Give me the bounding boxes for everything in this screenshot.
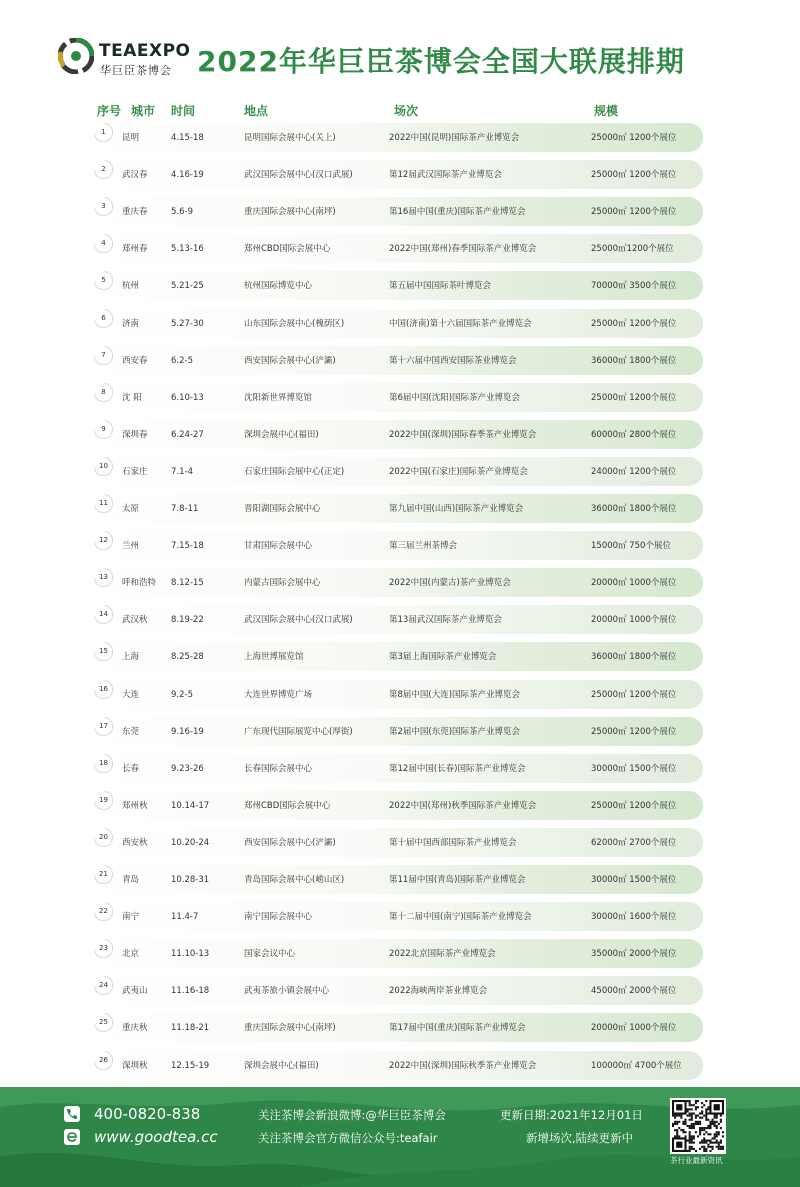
row-venue: 西安国际会展中心(浐灞): [244, 355, 336, 366]
row-scale: 25000㎡ 1200个展位: [591, 170, 677, 181]
row-scale: 24000㎡ 1200个展位: [591, 466, 677, 477]
row-city: 呼和浩特: [122, 578, 157, 589]
row-number: 21: [94, 865, 113, 884]
table-row: [94, 1051, 703, 1080]
table-row: [94, 531, 703, 560]
row-number: 2: [94, 160, 113, 179]
row-city: 重庆春: [122, 207, 148, 218]
row-scale: 20000㎡ 1000个展位: [591, 1023, 677, 1034]
row-time: 5.6-9: [171, 207, 193, 218]
row-fair: 第3届上海国际茶产业博览会: [389, 652, 497, 663]
row-fair: 第13届武汉国际茶产业博览会: [389, 615, 502, 626]
row-time: 12.15-19: [171, 1060, 210, 1071]
column-header-scale: 规模: [594, 104, 619, 118]
row-scale: 35000㎡ 2000个展位: [591, 949, 677, 960]
row-time: 10.28-31: [171, 875, 210, 885]
brand-name-cn: 华巨臣茶博会: [100, 64, 172, 77]
row-number: 18: [94, 754, 113, 773]
row-number: 23: [94, 939, 113, 958]
table-row: [94, 605, 703, 634]
row-fair: 2022中国(郑州)秋季国际茶产业博览会: [389, 800, 537, 811]
row-city: 北京: [122, 949, 140, 960]
row-number: 17: [94, 717, 113, 736]
row-fair: 2022中国(石家庄)国际茶产业博览会: [389, 466, 528, 477]
table-row: [94, 754, 703, 783]
row-number: 25: [94, 1013, 113, 1032]
column-header-fair: 场次: [394, 104, 419, 118]
row-city: 武汉秋: [122, 615, 148, 626]
row-time: 9.23-26: [171, 763, 204, 774]
row-city: 沈 阳: [122, 392, 142, 403]
row-venue: 郑州CBD国际会展中心: [244, 244, 331, 255]
row-scale: 25000㎡ 1200个展位: [591, 133, 677, 143]
table-row: [94, 271, 703, 300]
row-time: 4.16-19: [171, 170, 204, 181]
row-number: 22: [94, 902, 113, 921]
row-venue: 杭州国际博览中心: [244, 281, 313, 292]
table-row: [94, 383, 703, 412]
table-row: [94, 642, 703, 671]
row-number: 13: [94, 568, 113, 587]
row-time: 11.10-13: [171, 949, 210, 960]
row-time: 8.25-28: [171, 652, 204, 663]
qr-code-icon: [672, 1100, 724, 1152]
footer-website[interactable]: www.goodtea.cc: [94, 1128, 218, 1146]
table-row: [94, 939, 703, 968]
row-venue: 武汉国际会展中心(汉口武展): [244, 170, 353, 181]
table-row: [94, 865, 703, 894]
row-venue: 深圳会展中心(福田): [244, 1060, 319, 1071]
row-venue: 深圳会展中心(福田): [244, 429, 319, 440]
row-time: 8.19-22: [171, 615, 204, 626]
row-fair: 第12届武汉国际茶产业博览会: [389, 170, 502, 181]
row-scale: 60000㎡ 2800个展位: [591, 429, 677, 440]
row-fair: 2022中国(郑州)春季国际茶产业博览会: [389, 244, 537, 255]
table-row: [94, 234, 703, 263]
phone-icon: [64, 1106, 80, 1122]
row-time: 10.20-24: [171, 837, 210, 848]
row-scale: 25000㎡ 1200个展位: [591, 726, 677, 737]
row-fair: 2022中国(内蒙古)茶产业博览会: [389, 578, 511, 589]
row-venue: 晋阳湖国际会展中心: [244, 504, 321, 514]
row-city: 长春: [122, 763, 140, 774]
row-scale: 25000㎡ 1200个展位: [591, 800, 677, 811]
row-time: 4.15-18: [171, 133, 204, 143]
row-time: 5.21-25: [171, 281, 204, 292]
row-scale: 36000㎡ 1800个展位: [591, 504, 677, 514]
row-venue: 国家会议中心: [244, 949, 296, 960]
qr-code[interactable]: [670, 1098, 726, 1154]
row-fair: 2022中国(深圳)国际春季茶产业博览会: [389, 429, 537, 440]
row-scale: 30000㎡ 1600个展位: [591, 912, 677, 923]
table-row: [94, 346, 703, 375]
column-header-city: 城市: [131, 104, 156, 118]
row-fair: 2022北京国际茶产业博览会: [389, 949, 496, 960]
row-scale: 62000㎡ 2700个展位: [591, 837, 677, 848]
row-city: 南宁: [122, 912, 140, 923]
row-time: 8.12-15: [171, 578, 204, 589]
table-row: [94, 828, 703, 857]
table-row: [94, 902, 703, 931]
row-scale: 100000㎡ 4700个展位: [591, 1060, 682, 1071]
row-time: 11.16-18: [171, 986, 210, 997]
table-row: [94, 197, 703, 226]
row-time: 6.24-27: [171, 429, 204, 440]
row-venue: 沈阳新世界博览馆: [244, 392, 313, 403]
row-scale: 36000㎡ 1800个展位: [591, 652, 677, 663]
row-number: 12: [94, 531, 113, 550]
table-row: [94, 1013, 703, 1042]
row-venue: 西安国际会展中心(浐灞): [244, 837, 336, 848]
row-scale: 45000㎡ 2000个展位: [591, 986, 677, 997]
row-time: 5.13-16: [171, 244, 204, 255]
brand-name: TEAEXPO: [99, 41, 191, 61]
table-row: [94, 494, 703, 523]
row-scale: 30000㎡ 1500个展位: [591, 763, 677, 774]
row-scale: 36000㎡ 1800个展位: [591, 355, 677, 366]
row-city: 西安秋: [122, 837, 148, 848]
row-number: 24: [94, 976, 113, 995]
row-venue: 内蒙古国际会展中心: [244, 578, 321, 589]
row-number: 16: [94, 680, 113, 699]
row-fair: 第17届中国(重庆)国际茶产业博览会: [389, 1023, 526, 1034]
row-venue: 上海世博展览馆: [244, 652, 304, 663]
row-fair: 第6届中国(沈阳)国际茶产业博览会: [389, 392, 521, 403]
row-venue: 武夷茶旅小镇会展中心: [244, 986, 330, 997]
row-fair: 中国(济南)第十六届国际茶产业博览会: [389, 318, 532, 329]
row-fair: 第8届中国(大连)国际茶产业博览会: [389, 689, 521, 700]
row-number: 6: [94, 309, 113, 328]
row-city: 武汉春: [122, 170, 148, 181]
qr-caption: 茶行业最新资讯: [670, 1156, 723, 1165]
row-fair: 第十届中国西部国际茶产业博览会: [389, 837, 517, 848]
row-time: 10.14-17: [171, 800, 210, 811]
row-city: 青岛: [122, 875, 140, 885]
column-header-no: 序号: [97, 104, 122, 118]
row-scale: 25000㎡1200个展位: [591, 244, 674, 255]
row-time: 9.2-5: [171, 689, 193, 700]
row-fair: 第三届兰州茶博会: [389, 541, 458, 552]
row-number: 20: [94, 828, 113, 847]
row-number: 3: [94, 197, 113, 216]
row-number: 10: [94, 457, 113, 476]
row-number: 11: [94, 494, 113, 513]
row-city: 大连: [122, 689, 140, 700]
row-number: 4: [94, 234, 113, 253]
row-scale: 25000㎡ 1200个展位: [591, 207, 677, 218]
row-city: 昆明: [122, 133, 140, 143]
row-time: 6.2-5: [171, 355, 193, 366]
row-fair: 第2届中国(东莞)国际茶产业博览会: [389, 726, 521, 737]
footer-note: 新增场次,陆续更新中: [526, 1131, 634, 1145]
row-scale: 20000㎡ 1000个展位: [591, 578, 677, 589]
row-venue: 甘肃国际会展中心: [244, 541, 313, 552]
table-row: [94, 160, 703, 189]
row-time: 7.8-11: [171, 504, 199, 514]
browser-icon: [64, 1129, 80, 1145]
row-scale: 70000㎡ 3500个展位: [591, 281, 677, 292]
row-venue: 南宁国际会展中心: [244, 912, 313, 923]
header: [0, 0, 800, 95]
row-fair: 2022中国(昆明)国际茶产业博览会: [389, 133, 520, 143]
table-row: [94, 420, 703, 449]
row-city: 重庆秋: [122, 1023, 148, 1034]
row-venue: 昆明国际会展中心(关上): [244, 133, 336, 143]
row-number: 5: [94, 271, 113, 290]
row-number: 9: [94, 420, 113, 439]
row-fair: 第九届中国(山西)国际茶产业博览会: [389, 504, 524, 514]
row-fair: 2022海峡两岸茶业博览会: [389, 986, 488, 997]
footer-wechat: 关注茶博会官方微信公众号:teafair: [258, 1131, 438, 1145]
row-scale: 25000㎡ 1200个展位: [591, 392, 677, 403]
row-number: 19: [94, 791, 113, 810]
row-venue: 石家庄国际会展中心(正定): [244, 466, 345, 477]
row-time: 6.10-13: [171, 392, 204, 403]
row-fair: 第五届中国国际茶叶博览会: [389, 281, 492, 292]
footer-updated-date: 更新日期:2021年12月01日: [500, 1108, 643, 1122]
row-fair: 第11届中国(青岛)国际茶产业博览会: [389, 875, 526, 885]
row-venue: 重庆国际会展中心(南坪): [244, 207, 336, 218]
row-time: 9.16-19: [171, 726, 204, 737]
table-row: [94, 791, 703, 820]
row-fair: 2022中国(深圳)国际秋季茶产业博览会: [389, 1060, 537, 1071]
row-city: 郑州秋: [122, 800, 148, 811]
row-scale: 25000㎡ 1200个展位: [591, 318, 677, 329]
footer-phone: 400-0820-838: [94, 1105, 201, 1123]
row-venue: 青岛国际会展中心(崂山区): [244, 875, 345, 885]
row-city: 石家庄: [122, 466, 148, 477]
row-city: 上海: [122, 652, 140, 663]
row-fair: 第12届中国(长春)国际茶产业博览会: [389, 763, 526, 774]
row-number: 14: [94, 605, 113, 624]
row-city: 东莞: [122, 726, 140, 737]
row-venue: 山东国际会展中心(槐荫区): [244, 318, 345, 329]
row-venue: 长春国际会展中心: [244, 763, 313, 774]
row-city: 杭州: [122, 281, 140, 292]
column-header-venue: 地点: [244, 104, 269, 118]
table-row: [94, 976, 703, 1005]
row-scale: 20000㎡ 1000个展位: [591, 615, 677, 626]
row-fair: 第16届中国(重庆)国际茶产业博览会: [389, 207, 526, 218]
table-row: [94, 457, 703, 486]
row-number: 26: [94, 1051, 113, 1070]
row-venue: 武汉国际会展中心(汉口武展): [244, 615, 353, 626]
row-venue: 郑州CBD国际会展中心: [244, 800, 331, 811]
row-venue: 重庆国际会展中心(南坪): [244, 1023, 336, 1034]
row-scale: 25000㎡ 1200个展位: [591, 689, 677, 700]
row-scale: 15000㎡ 750个展位: [591, 541, 671, 552]
row-fair: 第十六届中国西安国际茶业博览会: [389, 355, 517, 366]
row-city: 济南: [122, 318, 140, 329]
page-title: 2022年华巨臣茶博会全国大联展排期: [197, 45, 685, 78]
table-row: [94, 680, 703, 709]
row-number: 7: [94, 346, 113, 365]
row-city: 兰州: [122, 541, 140, 552]
row-number: 8: [94, 383, 113, 402]
footer: [0, 1087, 800, 1187]
row-city: 太原: [122, 504, 140, 514]
row-venue: 广东现代国际展览中心(厚街): [244, 726, 353, 737]
row-time: 5.27-30: [171, 318, 204, 329]
row-city: 深圳春: [122, 429, 148, 440]
row-number: 1: [94, 123, 113, 142]
row-city: 武夷山: [122, 986, 148, 997]
row-time: 11.4-7: [171, 912, 199, 923]
row-fair: 第十二届中国(南宁)国际茶产业博览会: [389, 912, 532, 923]
row-city: 深圳秋: [122, 1060, 148, 1071]
teaexpo-logo-icon: [58, 38, 94, 74]
footer-weibo: 关注茶博会新浪微博:@华巨臣茶博会: [258, 1108, 446, 1122]
row-venue: 大连世界博览广场: [244, 689, 313, 700]
row-time: 7.15-18: [171, 541, 204, 552]
table-row: [94, 717, 703, 746]
row-time: 7.1-4: [171, 466, 193, 477]
row-scale: 30000㎡ 1500个展位: [591, 875, 677, 885]
row-time: 11.18-21: [171, 1023, 210, 1034]
table-row: [94, 123, 703, 152]
row-number: 15: [94, 642, 113, 661]
table-row: [94, 568, 703, 597]
column-header-time: 时间: [171, 104, 196, 118]
table-row: [94, 309, 703, 338]
row-city: 郑州春: [122, 244, 148, 255]
row-city: 西安春: [122, 355, 148, 366]
